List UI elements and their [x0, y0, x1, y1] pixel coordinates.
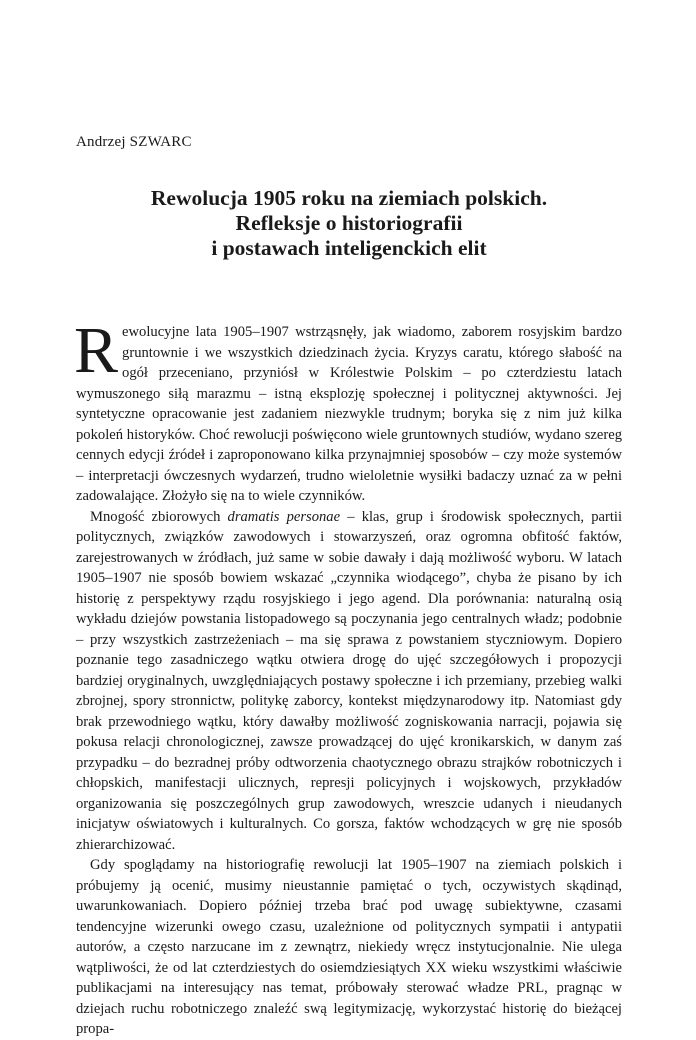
paragraph-3	[76, 855, 622, 1040]
title-line-2: Refleksje o historiografii	[235, 211, 463, 235]
paragraph-1	[74, 314, 622, 507]
paragraph-3-text: Gdy spoglądamy na historiografię rewolucji lat 1905–1907 na ziemiach polskich i próbujemy ją ocenić, musimy nieustannie pamiętać o tych, oczywistych skądinąd, uwarunkowaniach. Dopiero później trzeba brać pod uwagę subiektywne, czasami tendencyjne wizerunki owego czasu, uzależnione od politycznych sympatii i antypatii autorów, a często narzucane im z zewnątrz, niekiedy wręcz instytucjonalnie. Nie ulega wątpliwości, że od lat czterdziestych do osiemdziesiątych XX wieku wszystkimi właściwie publikacjami na interesujący nas temat, próbowały sterować władze PRL, pragnąc w dziejach ruchu robotniczego znaleźć swą legitymizację, wykorzystać historię do bieżącej propa-	[76, 857, 622, 1037]
article-body	[74, 314, 622, 1040]
paragraph-1-text: ewolucyjne lata 1905–1907 wstrząsnęły, jak wiadomo, zaborem rosyjskim bardzo gruntownie i we wszystkich dziedzinach życia. Kryzys caratu, którego słabość na ogół przeceniano, przyniósł w Królestwie Polskim – po czterdziestu latach wymuszonego siłą marazmu – istną eksplozję społecznej i politycznej aktywności. Jej syntetyczne opracowanie jest zadaniem niezwykle trudnym; boryka się z nim już kilka pokoleń historyków. Choć rewolucji poświęcono wiele gruntownych studiów, wydano szereg cennych edycji źródeł i zaproponowano kilka przynajmniej sposobów – czy może systemów – interpretacji ówczesnych wydarzeń, trudno wieloletnie wysiłki badaczy uznać za w pełni zadowalające. Złożyło się na to wiele czynników.	[76, 324, 622, 504]
drop-cap: R	[74, 314, 119, 387]
paragraph-2	[76, 507, 622, 856]
author-name: Andrzej SZWARC	[76, 134, 192, 150]
paragraph-2-text-start: Mnogość zbiorowych	[90, 508, 228, 525]
paragraph-2-text-end: – klas, grup i środowisk społecznych, partii politycznych, związków zawodowych i stowarzyszeń, oraz ogromna obfitość faktów, zarejestrowanych w źródłach, już same w sobie dawały i dają możliwość wyboru. W latach 1905–1907 nie sposób bowiem wskazać „czynnika wiodącego”, chyba że pisano by ich historię z perspektywy rządu rosyjskiego i jego agend. Dla porównania: naturalną osią wykładu dziejów powstania listopadowego są poczynania jego centralnych władz; podobnie – przy wszystkich zastrzeżeniach – ma się sprawa z powstaniem styczniowym. Dopiero poznanie tego zasadniczego wątku otwiera drogę do ujęć szczegółowych i propozycji bardziej oryginalnych, uwzględniających postawy społeczne i ich przemiany, przebieg walki zbrojnej, spory stronnictw, politykę zaborcy, kontekst międzynarodowy itp. Natomiast gdy brak przewodniego wątku, który dawałby możliwość zogniskowania narracji, pojawia się pokusa relacji chronologicznej, zawsze prowadzącej do ujęć kronikarskich, w danym zaś przypadku – do bezradnej próby odtworzenia chaotycznego obrazu strajków robotniczych i chłopskich, manifestacji ulicznych, represji policyjnych i wojskowych, przykładów organizowania się poszczególnych grup zawodowych, wreszcie udanych i nieudanych inicjatyw oświatowych i kulturalnych. Co gorsza, faktów wchodzących w grę nie sposób zhierarchizować.	[76, 508, 622, 853]
title-line-1: Rewolucja 1905 roku na ziemiach polskich.	[150, 186, 548, 210]
title-line-3: i postawach inteligenckich elit	[211, 236, 487, 260]
article-title	[76, 186, 622, 261]
paragraph-2-italic: dramatis personae	[227, 508, 341, 525]
